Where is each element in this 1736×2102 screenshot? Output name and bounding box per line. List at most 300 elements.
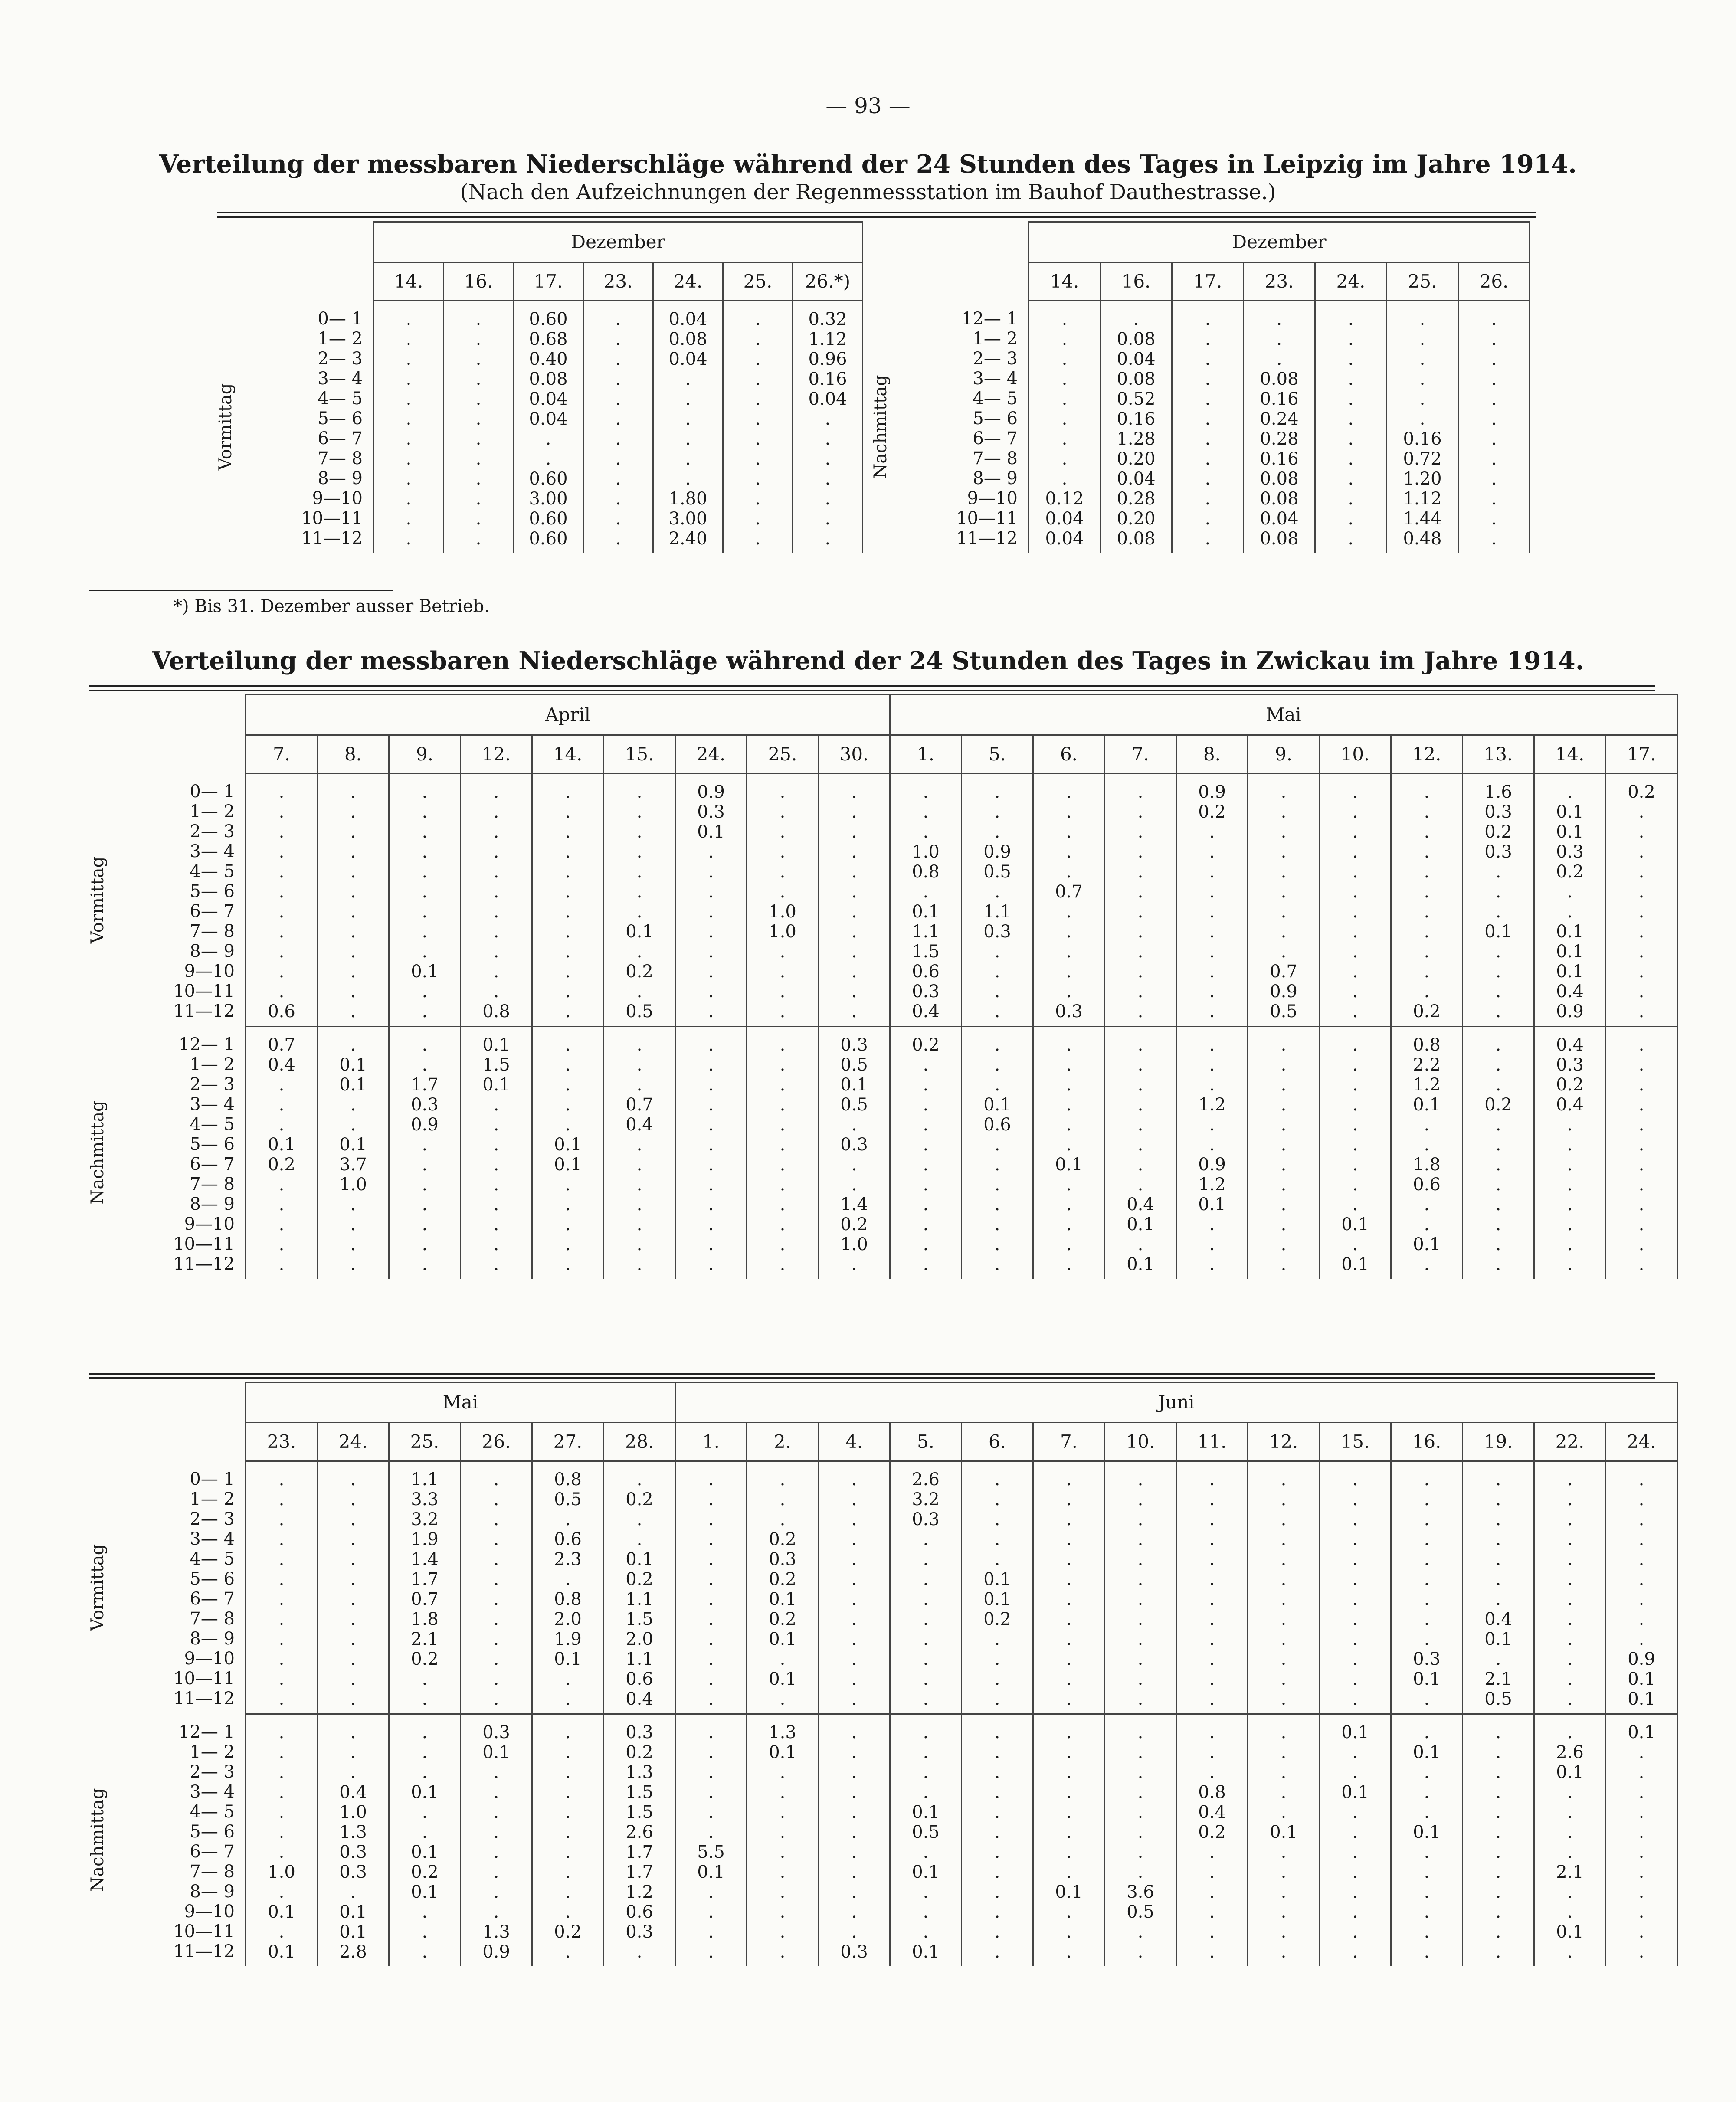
table-cell: .	[565, 1902, 571, 1922]
table-cell: .	[493, 1822, 499, 1842]
table-cell: 0.3	[626, 1722, 653, 1742]
table-cell: 0.1	[1484, 1629, 1512, 1649]
table-cell: .	[780, 1115, 786, 1135]
table-cell: .	[708, 1509, 714, 1529]
table-cell: .	[278, 1802, 285, 1822]
table-cell: .	[1567, 782, 1573, 802]
hour-label: 9—10	[312, 488, 363, 508]
day-column	[1029, 301, 1101, 553]
table-cell: .	[1348, 489, 1354, 509]
day-header: 7.	[246, 735, 318, 774]
table-cell: .	[851, 1762, 857, 1782]
day-column	[1534, 1027, 1606, 1279]
hour-label: 7— 8	[190, 921, 235, 941]
table-cell: 1.3	[339, 1822, 367, 1842]
hour-label: 10—11	[173, 1921, 235, 1942]
table-cell: 1.2	[1198, 1095, 1226, 1115]
table-cell: 0.4	[1198, 1802, 1226, 1822]
table-cell: .	[708, 1075, 714, 1095]
table-cell: .	[851, 962, 857, 982]
table-cell: 0.1	[1341, 1722, 1369, 1742]
table-cell: .	[708, 1669, 714, 1689]
hour-label: 3— 4	[190, 1094, 235, 1114]
table-cell: .	[1137, 1470, 1143, 1490]
table-cell: .	[1137, 1722, 1143, 1742]
period-label: Vormittag	[216, 383, 236, 471]
table-cell: 0.1	[983, 1589, 1011, 1609]
hour-labels	[89, 1461, 246, 1714]
table-cell: .	[350, 1549, 356, 1569]
table-cell: .	[994, 1195, 1000, 1215]
table-cell: .	[1352, 1629, 1358, 1649]
table-cell: .	[422, 1215, 428, 1234]
table-cell: 0.1	[1484, 922, 1512, 942]
table-cell: .	[1209, 1689, 1215, 1709]
table-cell: .	[422, 1742, 428, 1762]
table-cell: .	[1424, 1509, 1430, 1529]
table-cell: 2.1	[1556, 1862, 1584, 1882]
table-cell: .	[1209, 1902, 1215, 1922]
table-cell: .	[1066, 1762, 1072, 1782]
table-cell: .	[780, 962, 786, 982]
table-cell: 0.1	[1055, 1882, 1083, 1902]
table-cell: 0.9	[1198, 782, 1226, 802]
table-cell: .	[851, 1589, 857, 1609]
table-cell: .	[923, 882, 929, 902]
table-cell: .	[851, 1155, 857, 1175]
table-cell: .	[1638, 1509, 1644, 1529]
table-cell: .	[1495, 1722, 1501, 1742]
table-cell: .	[278, 802, 285, 822]
table-cell: .	[1137, 802, 1143, 822]
table-cell: .	[923, 1842, 929, 1862]
table-cell: .	[851, 802, 857, 822]
table-cell: 0.1	[482, 1035, 510, 1055]
day-header: 9.	[389, 735, 461, 774]
day-column	[604, 1027, 675, 1279]
table-cell: 0.1	[554, 1155, 582, 1175]
table-cell: .	[636, 982, 642, 1002]
table-cell: .	[780, 1762, 786, 1782]
day-column	[1463, 1714, 1534, 1967]
table-cell: .	[1137, 1055, 1143, 1075]
table-cell: .	[565, 1095, 571, 1115]
table-cell: .	[475, 469, 481, 489]
table-cell: .	[1352, 1095, 1358, 1115]
table-cell: .	[1424, 1782, 1430, 1802]
table-cell: .	[923, 1649, 929, 1669]
table-cell: 0.3	[1556, 1055, 1584, 1075]
table-cell: 0.1	[769, 1669, 796, 1689]
table-cell: .	[780, 1782, 786, 1802]
table-cell: 0.5	[840, 1095, 868, 1115]
table-cell: .	[493, 822, 499, 842]
table-cell: .	[1281, 882, 1287, 902]
hour-label: 8— 9	[190, 941, 235, 961]
table-cell: .	[1567, 1215, 1573, 1234]
forenoon-row	[89, 774, 1677, 1027]
table-cell: .	[994, 942, 1000, 962]
table-cell: .	[685, 429, 691, 449]
table-cell: .	[475, 309, 481, 329]
table-cell: .	[350, 1649, 356, 1669]
hour-label: 5— 6	[190, 1134, 235, 1154]
hour-label: 5— 6	[190, 1568, 235, 1589]
day-column	[747, 1714, 819, 1967]
table-cell: .	[278, 1882, 285, 1902]
table-cell: 0.4	[626, 1115, 653, 1135]
table-cell: .	[708, 1782, 714, 1802]
day-header: 5.	[962, 735, 1033, 774]
table-cell: .	[708, 1470, 714, 1490]
table-cell: .	[493, 1195, 499, 1215]
table-cell: .	[1281, 802, 1287, 822]
table-cell: .	[923, 1669, 929, 1689]
table-cell: .	[1281, 1155, 1287, 1175]
table-cell: .	[1638, 1075, 1644, 1095]
table-cell: .	[708, 1095, 714, 1115]
table-cell: .	[685, 469, 691, 489]
day-header: 4.	[819, 1423, 890, 1461]
table-cell: .	[422, 1942, 428, 1962]
table-cell: .	[1567, 1882, 1573, 1902]
table-cell: .	[1066, 902, 1072, 922]
table-cell: 0.5	[840, 1055, 868, 1075]
table-cell: .	[708, 1175, 714, 1195]
table-cell: .	[636, 862, 642, 882]
table-cell: 0.08	[1117, 529, 1156, 549]
day-column	[389, 1714, 461, 1967]
hour-label: 10—11	[173, 1234, 235, 1254]
hour-label: 2— 3	[973, 348, 1018, 369]
table-cell: 0.3	[339, 1862, 367, 1882]
table-cell: 0.2	[411, 1862, 439, 1882]
table-cell: .	[1209, 1035, 1215, 1055]
table-cell: .	[1205, 389, 1211, 409]
table-cell: .	[1066, 1035, 1072, 1055]
table-cell: .	[1567, 1802, 1573, 1822]
day-header: 11.	[1176, 1423, 1248, 1461]
day-column	[793, 301, 863, 553]
table-cell: 1.3	[769, 1722, 796, 1742]
table-cell: .	[1495, 1802, 1501, 1822]
table-cell: .	[1209, 1922, 1215, 1942]
table-cell: 0.1	[912, 1802, 940, 1822]
day-header: 15.	[604, 735, 675, 774]
table-cell: 0.6	[912, 962, 940, 982]
table-cell: .	[1209, 1509, 1215, 1529]
day-column	[1606, 774, 1677, 1027]
table-cell: 0.1	[912, 902, 940, 922]
table-cell: .	[851, 862, 857, 882]
table-cell: .	[851, 1902, 857, 1922]
table-cell: .	[1348, 329, 1354, 349]
table-cell: .	[755, 449, 761, 469]
table-cell: .	[851, 1822, 857, 1842]
table-cell: .	[1352, 1470, 1358, 1490]
table-cell: .	[1066, 1782, 1072, 1802]
table-cell: .	[851, 942, 857, 962]
table-cell: .	[1638, 1490, 1644, 1509]
table-cell: .	[493, 1490, 499, 1509]
table-cell: .	[780, 1509, 786, 1529]
day-header: 17.	[1606, 735, 1677, 774]
hour-label: 9—10	[184, 1214, 235, 1234]
month-header: Dezember	[1029, 222, 1530, 262]
table-cell: .	[350, 1689, 356, 1709]
table-cell: .	[1352, 1002, 1358, 1022]
table-cell: 0.3	[1556, 842, 1584, 862]
table-cell: .	[780, 1095, 786, 1115]
table-cell: .	[278, 902, 285, 922]
hour-label: 6— 7	[190, 1154, 235, 1174]
table-cell: .	[1491, 389, 1497, 409]
table-cell: .	[1495, 1842, 1501, 1862]
table-cell: .	[565, 1742, 571, 1762]
table-cell: .	[493, 1689, 499, 1709]
day-column	[1176, 1027, 1248, 1279]
table-cell: 0.2	[769, 1529, 796, 1549]
day-column	[1033, 774, 1105, 1027]
table-cell: .	[565, 802, 571, 822]
table-cell: .	[1495, 1234, 1501, 1254]
table-cell: .	[994, 1862, 1000, 1882]
table-cell: 0.3	[411, 1095, 439, 1115]
table-cell: 0.5	[983, 862, 1011, 882]
table-cell: .	[1281, 1075, 1287, 1095]
table-cell: 0.8	[912, 862, 940, 882]
table-cell: .	[565, 1175, 571, 1195]
hour-label: 5— 6	[190, 881, 235, 901]
table-cell: .	[851, 1529, 857, 1549]
table-cell: .	[1066, 1629, 1072, 1649]
table-cell: .	[923, 1922, 929, 1942]
table-cell: .	[994, 1762, 1000, 1782]
table-cell: .	[406, 309, 412, 329]
table-cell: .	[1209, 1529, 1215, 1549]
table-cell: .	[708, 982, 714, 1002]
table-cell: .	[708, 1609, 714, 1629]
table-cell: .	[350, 1742, 356, 1762]
table-cell: .	[1424, 1490, 1430, 1509]
table-cell: .	[1137, 1629, 1143, 1649]
hour-label: 8— 9	[190, 1628, 235, 1649]
day-column	[962, 1714, 1033, 1967]
table-cell: .	[851, 1689, 857, 1709]
table-cell: .	[1424, 1589, 1430, 1609]
hour-label: 6— 7	[190, 1588, 235, 1609]
day-column	[1248, 774, 1320, 1027]
table-cell: 0.1	[411, 1882, 439, 1902]
table-cell: .	[780, 1862, 786, 1882]
table-cell: .	[1495, 1115, 1501, 1135]
table-cell: .	[1495, 1509, 1501, 1529]
table-cell: .	[493, 1842, 499, 1862]
day-column	[1320, 1027, 1391, 1279]
table-cell: .	[708, 1254, 714, 1274]
table-cell: .	[994, 822, 1000, 842]
table-cell: .	[780, 1689, 786, 1709]
table-cell: .	[1209, 1669, 1215, 1689]
table-cell: .	[923, 1155, 929, 1175]
table-cell: .	[1348, 529, 1354, 549]
table-cell: .	[350, 942, 356, 962]
table-cell: .	[1348, 429, 1354, 449]
table-cell: .	[1495, 882, 1501, 902]
table-cell: .	[923, 1689, 929, 1709]
table-cell: .	[1066, 1509, 1072, 1529]
table-cell: .	[1638, 922, 1644, 942]
table-cell: .	[994, 1922, 1000, 1942]
table-cell: .	[1352, 882, 1358, 902]
table-cell: .	[1209, 1742, 1215, 1762]
table-cell: .	[851, 842, 857, 862]
day-header: 13.	[1463, 735, 1534, 774]
table-cell: .	[278, 1782, 285, 1802]
table-cell: 0.6	[626, 1669, 653, 1689]
day-header: 26.	[1458, 262, 1530, 301]
table-cell: .	[755, 409, 761, 429]
table-cell: .	[1491, 449, 1497, 469]
table-cell: .	[350, 1569, 356, 1589]
table-cell: 0.1	[1556, 962, 1584, 982]
table-cell: .	[1638, 802, 1644, 822]
table-cell: .	[278, 782, 285, 802]
day-column	[675, 1714, 747, 1967]
table-cell: 0.40	[529, 349, 568, 369]
table-cell: .	[565, 1842, 571, 1862]
table-cell: .	[1348, 389, 1354, 409]
hour-label: 6— 7	[318, 428, 363, 449]
table-cell: 0.1	[554, 1135, 582, 1155]
day-column	[747, 1027, 819, 1279]
table-cell: .	[1209, 1589, 1215, 1609]
table-cell: .	[780, 842, 786, 862]
table-cell: .	[1137, 1035, 1143, 1055]
table-cell: .	[565, 1035, 571, 1055]
hour-label: 6— 7	[190, 1841, 235, 1862]
table-cell: 0.2	[1484, 822, 1512, 842]
table-cell: 0.1	[626, 1549, 653, 1569]
table-cell: .	[636, 902, 642, 922]
table-cell: 0.2	[626, 1742, 653, 1762]
table-cell: .	[1491, 349, 1497, 369]
table-cell: .	[278, 1095, 285, 1115]
table-cell: .	[1419, 349, 1425, 369]
table-cell: .	[1281, 1669, 1287, 1689]
table-cell: 0.2	[1628, 782, 1655, 802]
table-cell: .	[636, 1254, 642, 1274]
table-cell: .	[1281, 782, 1287, 802]
table-cell: .	[851, 1722, 857, 1742]
table-cell: .	[350, 1762, 356, 1782]
table-cell: .	[1348, 509, 1354, 529]
table-cell: .	[1495, 1075, 1501, 1095]
table-cell: .	[708, 1942, 714, 1962]
table-cell: .	[1638, 1942, 1644, 1962]
table-cell: .	[1205, 329, 1211, 349]
day-column	[461, 1461, 532, 1714]
table-cell: .	[422, 862, 428, 882]
table-cell: .	[493, 1115, 499, 1135]
table-cell: .	[615, 489, 621, 509]
hour-label: 6— 7	[973, 428, 1018, 449]
table-cell: .	[1638, 1862, 1644, 1882]
table-cell: .	[1137, 842, 1143, 862]
table-cell: .	[851, 1922, 857, 1942]
table-cell: .	[1638, 1470, 1644, 1490]
day-column	[532, 774, 604, 1027]
table-cell: 0.28	[1117, 489, 1156, 509]
leipzig-table-right	[872, 221, 1530, 553]
table-cell: .	[1281, 1509, 1287, 1529]
table-cell: .	[851, 1862, 857, 1882]
table-cell: .	[1567, 1609, 1573, 1629]
day-column	[1315, 301, 1387, 553]
table-cell: .	[493, 1902, 499, 1922]
day-column	[1105, 1714, 1176, 1967]
table-cell: .	[406, 509, 412, 529]
afternoon-row	[89, 1027, 1677, 1279]
table-cell: .	[1137, 1689, 1143, 1709]
table-cell: .	[1495, 1055, 1501, 1075]
zwickau-title: Verteilung der messbaren Niederschläge während der 24 Stunden des Tages in Zwickau im Jahre 1914.	[152, 646, 1584, 675]
table-cell: 0.1	[1127, 1254, 1154, 1274]
table-cell: .	[1424, 1902, 1430, 1922]
table-cell: 0.12	[1045, 489, 1084, 509]
table-cell: 3.00	[668, 509, 708, 529]
table-cell: .	[278, 1609, 285, 1629]
day-column	[890, 1461, 962, 1714]
table-cell: .	[825, 449, 831, 469]
table-cell: 0.3	[840, 1135, 868, 1155]
table-cell: .	[1424, 1135, 1430, 1155]
table-cell: .	[1638, 982, 1644, 1002]
table-cell: .	[851, 882, 857, 902]
table-cell: .	[1066, 1569, 1072, 1589]
hour-label: 11—12	[956, 528, 1018, 548]
table-cell: .	[708, 1689, 714, 1709]
table-cell: .	[708, 1589, 714, 1609]
day-column	[1391, 1461, 1463, 1714]
table-cell: .	[1495, 1155, 1501, 1175]
table-cell: .	[1638, 1882, 1644, 1902]
table-cell: 0.16	[1403, 429, 1442, 449]
table-cell: .	[1281, 1175, 1287, 1195]
table-cell: .	[493, 1095, 499, 1115]
table-cell: .	[1419, 309, 1425, 329]
table-cell: .	[1495, 942, 1501, 962]
table-cell: .	[1281, 1215, 1287, 1234]
table-cell: .	[1137, 1842, 1143, 1862]
table-cell: .	[1424, 1942, 1430, 1962]
table-cell: .	[1281, 1629, 1287, 1649]
period-label: Nachmittag	[88, 1100, 108, 1205]
table-cell: .	[1209, 1549, 1215, 1569]
day-column	[819, 1461, 890, 1714]
table-cell: .	[475, 349, 481, 369]
table-cell: 0.1	[1055, 1155, 1083, 1175]
table-cell: .	[615, 349, 621, 369]
table-cell: .	[1352, 822, 1358, 842]
table-cell: .	[350, 1002, 356, 1022]
table-cell: .	[1137, 1115, 1143, 1135]
table-cell: .	[1137, 782, 1143, 802]
day-header: 19.	[1463, 1423, 1534, 1461]
table-cell: 5.5	[697, 1842, 725, 1862]
table-cell: 0.60	[529, 529, 568, 549]
hour-label: 6— 7	[190, 901, 235, 921]
